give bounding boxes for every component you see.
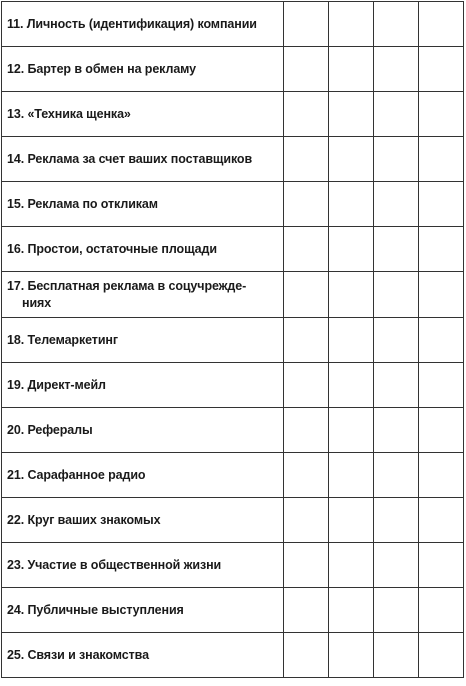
item-label: Публичные выступления — [27, 603, 184, 617]
check-cell[interactable] — [374, 498, 419, 543]
item-number: 19. — [7, 378, 25, 392]
check-cell[interactable] — [284, 588, 329, 633]
row-label-cell — [2, 272, 284, 318]
check-cell[interactable] — [329, 633, 374, 678]
item-label: Бартер в обмен на рекламу — [27, 62, 197, 76]
row-label-cell — [2, 453, 284, 498]
table-row — [2, 182, 464, 227]
item-label: Круг ваших знакомых — [27, 513, 161, 527]
table-row — [2, 47, 464, 92]
item-number: 21. — [7, 468, 25, 482]
check-cell[interactable] — [419, 182, 464, 227]
table-row — [2, 498, 464, 543]
table-row — [2, 588, 464, 633]
check-cell[interactable] — [329, 543, 374, 588]
check-cell[interactable] — [374, 408, 419, 453]
check-cell[interactable] — [329, 588, 374, 633]
check-cell[interactable] — [329, 227, 374, 272]
check-cell[interactable] — [419, 498, 464, 543]
table-row — [2, 137, 464, 182]
row-label-cell — [2, 633, 284, 678]
item-number: 22. — [7, 513, 25, 527]
check-cell[interactable] — [419, 2, 464, 47]
check-cell[interactable] — [284, 182, 329, 227]
row-label-cell — [2, 408, 284, 453]
row-label-cell — [2, 47, 284, 92]
table-row — [2, 2, 464, 47]
item-number: 11. — [7, 17, 24, 31]
row-label-cell — [2, 588, 284, 633]
item-label: Участие в общественной жизни — [27, 558, 222, 572]
item-number: 12. — [7, 62, 25, 76]
item-number: 18. — [7, 333, 25, 347]
checklist-rows — [2, 2, 464, 678]
check-cell[interactable] — [329, 182, 374, 227]
check-cell[interactable] — [284, 453, 329, 498]
check-cell[interactable] — [419, 408, 464, 453]
check-cell[interactable] — [329, 272, 374, 318]
row-label-cell — [2, 182, 284, 227]
check-cell[interactable] — [374, 137, 419, 182]
check-cell[interactable] — [284, 272, 329, 318]
item-number: 15. — [7, 197, 25, 211]
table-row — [2, 453, 464, 498]
check-cell[interactable] — [374, 318, 419, 363]
check-cell[interactable] — [329, 318, 374, 363]
row-label-cell — [2, 2, 284, 47]
item-label: Бесплатная реклама в соцучрежде- — [27, 279, 247, 293]
row-label-cell — [2, 227, 284, 272]
check-cell[interactable] — [419, 227, 464, 272]
row-label-cell — [2, 318, 284, 363]
table-row — [2, 92, 464, 137]
check-cell[interactable] — [329, 92, 374, 137]
check-cell[interactable] — [284, 408, 329, 453]
check-cell[interactable] — [374, 543, 419, 588]
check-cell[interactable] — [284, 543, 329, 588]
row-label-cell — [2, 137, 284, 182]
check-cell[interactable] — [374, 453, 419, 498]
check-cell[interactable] — [419, 543, 464, 588]
check-cell[interactable] — [419, 318, 464, 363]
table-row — [2, 318, 464, 363]
table-row — [2, 227, 464, 272]
check-cell[interactable] — [419, 92, 464, 137]
check-cell[interactable] — [284, 498, 329, 543]
item-label: Реклама за счет ваших поставщиков — [27, 152, 253, 166]
item-label: Директ-мейл — [27, 378, 106, 392]
item-label: Реклама по откликам — [27, 197, 158, 211]
item-label: «Техника щенка» — [27, 107, 131, 121]
check-cell[interactable] — [284, 318, 329, 363]
check-cell[interactable] — [284, 137, 329, 182]
check-cell[interactable] — [374, 363, 419, 408]
table-row — [2, 363, 464, 408]
check-cell[interactable] — [329, 47, 374, 92]
table-row — [2, 272, 464, 318]
check-cell[interactable] — [374, 633, 419, 678]
check-cell[interactable] — [284, 227, 329, 272]
item-number: 16. — [7, 242, 25, 256]
check-cell[interactable] — [419, 363, 464, 408]
item-number: 17. — [7, 279, 25, 293]
check-cell[interactable] — [284, 633, 329, 678]
check-cell[interactable] — [419, 588, 464, 633]
item-number: 20. — [7, 423, 25, 437]
check-cell[interactable] — [374, 47, 419, 92]
check-cell[interactable] — [329, 453, 374, 498]
item-label: Телемаркетинг — [27, 333, 118, 347]
item-label: Личность (идентификация) компании — [26, 17, 257, 31]
item-label: Рефералы — [27, 423, 93, 437]
item-label-continuation: ниях — [22, 296, 52, 310]
check-cell[interactable] — [419, 272, 464, 318]
check-cell[interactable] — [329, 408, 374, 453]
table-row — [2, 408, 464, 453]
row-label-cell — [2, 543, 284, 588]
item-number: 25. — [7, 648, 25, 662]
check-cell[interactable] — [374, 588, 419, 633]
check-cell[interactable] — [419, 137, 464, 182]
check-cell[interactable] — [419, 47, 464, 92]
item-number: 13. — [7, 107, 25, 121]
check-cell[interactable] — [329, 2, 374, 47]
check-cell[interactable] — [329, 137, 374, 182]
check-cell[interactable] — [374, 272, 419, 318]
check-cell[interactable] — [284, 2, 329, 47]
row-label-cell — [2, 498, 284, 543]
check-cell[interactable] — [419, 453, 464, 498]
item-number: 24. — [7, 603, 25, 617]
item-label: Сарафанное радио — [27, 468, 146, 482]
row-label-cell — [2, 363, 284, 408]
checklist-table — [1, 1, 464, 678]
check-cell[interactable] — [419, 633, 464, 678]
table-row — [2, 543, 464, 588]
check-cell[interactable] — [284, 47, 329, 92]
item-label: Связи и знакомства — [27, 648, 149, 662]
item-number: 23. — [7, 558, 25, 572]
table-row — [2, 633, 464, 678]
check-cell[interactable] — [374, 92, 419, 137]
check-cell[interactable] — [329, 363, 374, 408]
check-cell[interactable] — [284, 363, 329, 408]
check-cell[interactable] — [374, 182, 419, 227]
item-label: Простои, остаточные площади — [27, 242, 217, 256]
check-cell[interactable] — [284, 92, 329, 137]
row-label-cell — [2, 92, 284, 137]
check-cell[interactable] — [374, 227, 419, 272]
item-number: 14. — [7, 152, 25, 166]
check-cell[interactable] — [329, 498, 374, 543]
check-cell[interactable] — [374, 2, 419, 47]
